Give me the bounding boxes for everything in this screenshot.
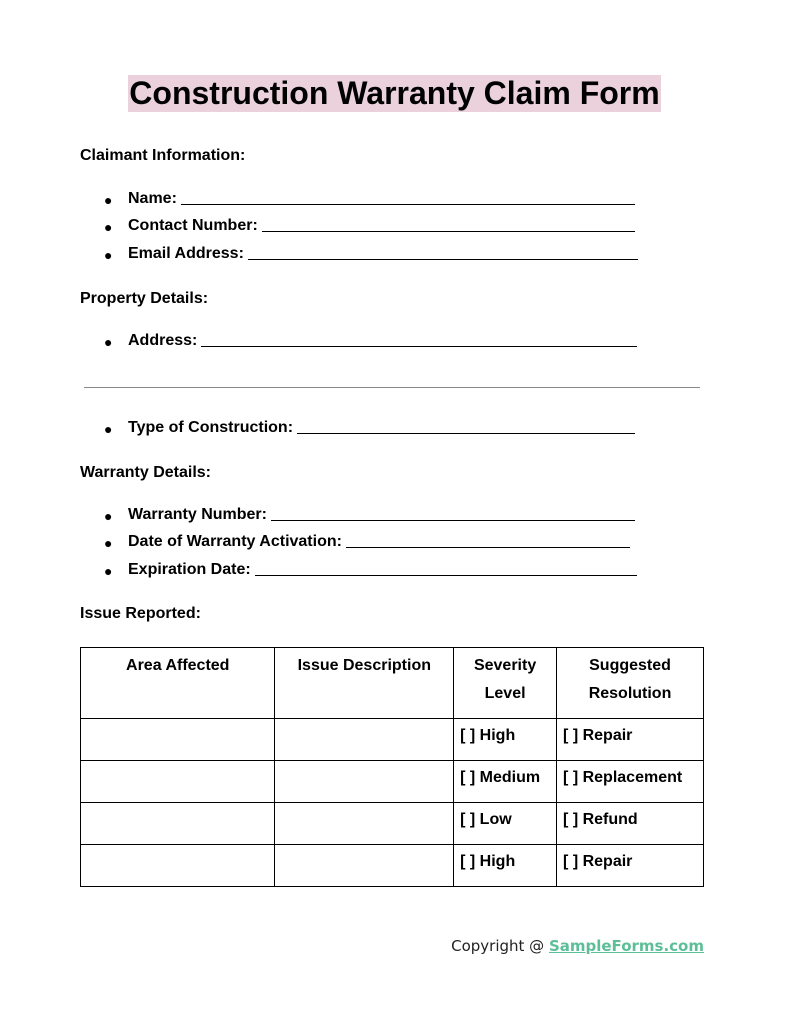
field-contact-number: [104, 217, 635, 235]
table-header-row: [81, 648, 704, 719]
bullet-icon: ●: [104, 334, 113, 350]
email-input-line[interactable]: [248, 245, 638, 260]
field-label: Address:: [128, 332, 198, 349]
title-container: [0, 75, 789, 112]
header-suggested-resolution: Suggested Resolution: [557, 648, 704, 719]
field-label: Email Address:: [128, 245, 244, 262]
bullet-icon: ●: [104, 192, 113, 208]
field-label: Warranty Number:: [128, 506, 267, 523]
field-label: Contact Number:: [128, 217, 258, 234]
activation-date-input-line[interactable]: [346, 533, 630, 548]
area-affected-cell[interactable]: [81, 803, 275, 845]
field-label: Date of Warranty Activation:: [128, 533, 342, 550]
section-heading-claimant: Claimant Information:: [80, 147, 246, 164]
table-row: [81, 845, 704, 887]
issue-description-cell[interactable]: [275, 803, 454, 845]
bullet-icon: ●: [104, 421, 113, 437]
bullet-icon: ●: [104, 219, 113, 235]
section-heading-property: Property Details:: [80, 290, 209, 307]
table-row: [81, 803, 704, 845]
section-heading-issue: Issue Reported:: [80, 605, 201, 622]
address-input-line[interactable]: [201, 332, 637, 347]
copyright-footer: [451, 937, 704, 955]
type-of-construction-input-line[interactable]: [297, 419, 635, 434]
resolution-checkbox-cell[interactable]: [ ] Repair: [557, 845, 704, 887]
warranty-number-input-line[interactable]: [271, 506, 635, 521]
issue-table: [80, 647, 704, 887]
address-continuation-line[interactable]: [84, 387, 700, 388]
bullet-icon: ●: [104, 247, 113, 263]
field-warranty-activation-date: [104, 533, 630, 551]
header-issue-description: Issue Description: [275, 648, 454, 719]
header-severity-level: Severity Level: [454, 648, 557, 719]
copyright-text: Copyright @: [451, 937, 549, 955]
section-heading-warranty: Warranty Details:: [80, 464, 211, 481]
issue-description-cell[interactable]: [275, 845, 454, 887]
bullet-icon: ●: [104, 508, 113, 524]
expiration-date-input-line[interactable]: [255, 561, 637, 576]
field-label: Name:: [128, 190, 177, 207]
sampleforms-link[interactable]: SampleForms.com: [548, 937, 704, 955]
resolution-checkbox-cell[interactable]: [ ] Refund: [557, 803, 704, 845]
field-name: [104, 190, 635, 208]
area-affected-cell[interactable]: [81, 761, 275, 803]
severity-checkbox-cell[interactable]: [ ] High: [454, 845, 557, 887]
name-input-line[interactable]: [181, 190, 635, 205]
severity-checkbox-cell[interactable]: [ ] Medium: [454, 761, 557, 803]
resolution-checkbox-cell[interactable]: [ ] Replacement: [557, 761, 704, 803]
page-title: Construction Warranty Claim Form: [129, 75, 660, 111]
field-type-of-construction: [104, 419, 635, 437]
area-affected-cell[interactable]: [81, 719, 275, 761]
bullet-icon: ●: [104, 535, 113, 551]
table-row: [81, 719, 704, 761]
field-address: [104, 332, 637, 350]
field-label: Expiration Date:: [128, 561, 251, 578]
severity-checkbox-cell[interactable]: [ ] Low: [454, 803, 557, 845]
table-row: [81, 761, 704, 803]
header-area-affected: Area Affected: [81, 648, 275, 719]
issue-description-cell[interactable]: [275, 719, 454, 761]
issue-description-cell[interactable]: [275, 761, 454, 803]
field-email: [104, 245, 638, 263]
contact-number-input-line[interactable]: [262, 217, 635, 232]
area-affected-cell[interactable]: [81, 845, 275, 887]
severity-checkbox-cell[interactable]: [ ] High: [454, 719, 557, 761]
field-expiration-date: [104, 561, 637, 579]
resolution-checkbox-cell[interactable]: [ ] Repair: [557, 719, 704, 761]
field-label: Type of Construction:: [128, 419, 294, 436]
field-warranty-number: [104, 506, 635, 524]
bullet-icon: ●: [104, 563, 113, 579]
